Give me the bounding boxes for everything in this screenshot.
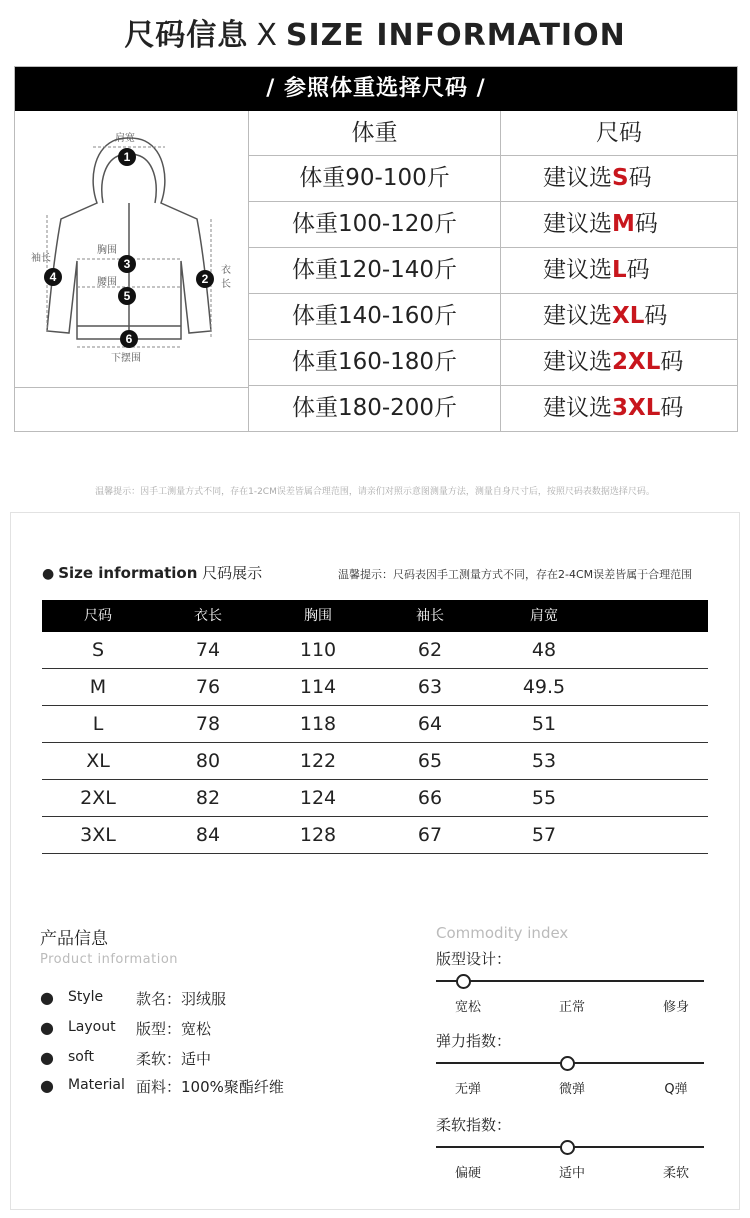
size-suggestion: 建议选L码 bbox=[543, 257, 650, 283]
scale-option: 适中 bbox=[558, 1166, 585, 1181]
header-shoulder: 肩宽 bbox=[530, 608, 558, 624]
table-row: M 76 114 63 49.5 bbox=[42, 669, 708, 706]
label-sleeve: 袖长 bbox=[31, 253, 51, 264]
size-letter: L bbox=[612, 257, 627, 283]
weight-range: 体重180-200斤 bbox=[249, 386, 501, 431]
product-info-title: 产品信息 bbox=[40, 929, 108, 949]
size-letter: S bbox=[612, 165, 629, 191]
scale-option: 无弹 bbox=[454, 1082, 481, 1097]
product-item: ● Style 款名：羽绒服 bbox=[40, 988, 227, 1008]
scale-indicator bbox=[560, 1140, 575, 1155]
scale-option: 柔软 bbox=[662, 1166, 689, 1181]
product-info-subtitle: Product information bbox=[40, 952, 179, 967]
marker-2: 2 bbox=[201, 272, 209, 286]
marker-1: 1 bbox=[123, 150, 131, 164]
header-length: 衣长 bbox=[194, 608, 222, 624]
header-sleeve: 袖长 bbox=[416, 608, 444, 624]
marker-4: 4 bbox=[49, 270, 57, 284]
col-weight: 体重 bbox=[249, 111, 501, 157]
weight-range: 体重90-100斤 bbox=[249, 156, 501, 201]
weight-row bbox=[249, 155, 737, 201]
product-item: ● soft 柔软：适中 bbox=[40, 1048, 212, 1068]
table-row: 3XL 84 128 67 57 bbox=[42, 817, 708, 854]
size-info-title-cn: 尺码展示 bbox=[202, 564, 263, 582]
bullet-icon: ● bbox=[40, 1048, 54, 1067]
table-header-row bbox=[42, 600, 708, 632]
label-length-a: 衣 bbox=[221, 265, 231, 276]
weight-row bbox=[249, 339, 737, 385]
table-row: L 78 118 64 51 bbox=[42, 706, 708, 743]
scale-label: 柔软指数： bbox=[436, 1116, 512, 1134]
empty-cell bbox=[15, 387, 249, 431]
page-title bbox=[0, 10, 750, 54]
label-shoulder: 肩宽 bbox=[115, 133, 135, 144]
marker-5: 5 bbox=[123, 289, 131, 303]
weight-table-header: / 参照体重选择尺码 / bbox=[15, 67, 737, 111]
size-info-title-en: Size information bbox=[58, 564, 198, 582]
size-info-tip: 温馨提示：尺码表因手工测量方式不同，存在2-4CM误差皆属于合理范围 bbox=[338, 568, 693, 581]
size-letter: M bbox=[612, 211, 635, 237]
scale-option: 宽松 bbox=[454, 1000, 481, 1015]
size-suggestion: 建议选3XL码 bbox=[543, 395, 684, 421]
table-row: S 74 110 62 48 bbox=[42, 632, 708, 669]
bullet-icon: ● bbox=[42, 566, 55, 582]
size-letter: 2XL bbox=[612, 349, 661, 375]
bullet-icon: ● bbox=[40, 1018, 54, 1037]
hoodie-diagram-icon bbox=[15, 111, 249, 387]
weight-range: 体重100-120斤 bbox=[249, 202, 501, 247]
scale-option: 微弹 bbox=[558, 1082, 585, 1097]
weight-range: 体重160-180斤 bbox=[249, 340, 501, 385]
weight-table-column-headers bbox=[249, 111, 737, 157]
title-cn: 尺码信息 bbox=[124, 18, 249, 53]
title-en: SIZE INFORMATION bbox=[285, 18, 626, 53]
bullet-icon: ● bbox=[40, 988, 54, 1007]
product-item: ● Layout 版型：宽松 bbox=[40, 1018, 212, 1038]
label-length-b: 长 bbox=[221, 279, 231, 290]
scale-option: 修身 bbox=[662, 1000, 689, 1015]
weight-row bbox=[249, 293, 737, 339]
marker-6: 6 bbox=[125, 332, 133, 346]
scale-option: 正常 bbox=[558, 1000, 585, 1015]
commodity-index-title: Commodity index bbox=[436, 924, 569, 942]
size-letter: 3XL bbox=[612, 395, 661, 421]
size-info-heading bbox=[42, 562, 262, 583]
weight-row bbox=[249, 201, 737, 247]
label-chest: 胸围 bbox=[97, 245, 117, 256]
header-size: 尺码 bbox=[84, 608, 112, 624]
header-chest: 胸围 bbox=[304, 608, 332, 624]
size-suggestion: 建议选XL码 bbox=[543, 303, 668, 329]
product-item: ● Material 面料：100%聚酯纤维 bbox=[40, 1076, 284, 1096]
scale-option: Q弹 bbox=[664, 1082, 688, 1097]
weight-row bbox=[249, 247, 737, 293]
measurement-note: 温馨提示：因手工测量方式不同，存在1-2CM误差皆属合理范围，请亲们对照示意图测量方法，测量自身尺寸后，按照尺码表数据选择尺码。 bbox=[95, 487, 655, 497]
scale-label: 版型设计： bbox=[436, 950, 512, 968]
weight-range: 体重140-160斤 bbox=[249, 294, 501, 339]
label-hem: 下摆围 bbox=[111, 353, 141, 364]
scale-option: 偏硬 bbox=[454, 1166, 481, 1181]
marker-3: 3 bbox=[123, 257, 131, 271]
weight-row bbox=[249, 385, 737, 431]
table-row: XL 80 122 65 53 bbox=[42, 743, 708, 780]
bullet-icon: ● bbox=[40, 1076, 54, 1095]
weight-range: 体重120-140斤 bbox=[249, 248, 501, 293]
weight-size-table bbox=[14, 66, 738, 432]
col-size: 尺码 bbox=[596, 120, 642, 146]
scale-label: 弹力指数： bbox=[436, 1032, 512, 1050]
size-letter: XL bbox=[612, 303, 645, 329]
scale-indicator bbox=[560, 1056, 575, 1071]
label-waist: 腰围 bbox=[97, 277, 117, 288]
title-x: X bbox=[256, 18, 278, 53]
size-suggestion: 建议选S码 bbox=[543, 165, 652, 191]
scale-indicator bbox=[456, 974, 471, 989]
garment-diagram bbox=[15, 111, 249, 387]
size-suggestion: 建议选2XL码 bbox=[543, 349, 684, 375]
table-row: 2XL 82 124 66 55 bbox=[42, 780, 708, 817]
measurement-table bbox=[42, 600, 708, 854]
scale-track bbox=[436, 980, 704, 982]
size-suggestion: 建议选M码 bbox=[543, 211, 658, 237]
